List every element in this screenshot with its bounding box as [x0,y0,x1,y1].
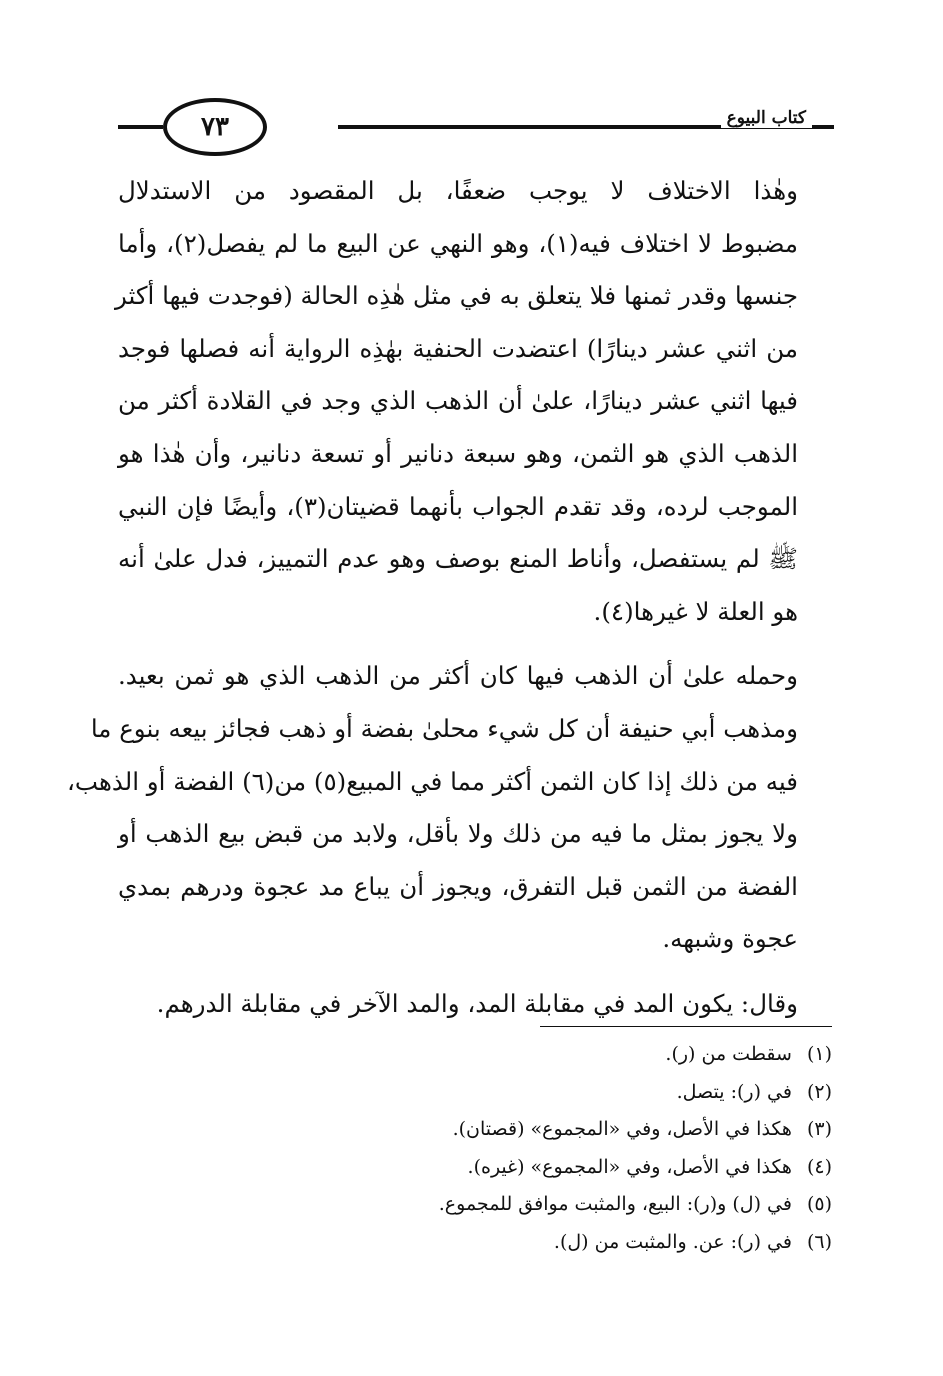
text-line: وقال: يكون المد في مقابلة المد، والمد الآخر في مقابلة الدرهم. [156,988,798,1018]
text-line: وحمله علىٰ أن الذهب فيها كان أكثر من الذهب الذي هو ثمن بعيد. [118,661,798,691]
footnote-number: (٢) [806,1080,832,1103]
footnote [300,1149,832,1187]
paragraph-1 [114,165,834,638]
footnote-text: هكذا في الأصل، وفي «المجموع» (قصتان). [452,1118,792,1140]
text-line: فيه من ذلك إذا كان الثمن أكثر مما في المبيع(٥) من(٦) الفضة أو الذهب، [67,766,798,796]
footnote-text: في (ر): عن. والمثبت من (ل). [553,1230,792,1253]
text-line: وهٰذا الاختلاف لا يوجب ضعفًا، بل المقصود من الاستدلال [118,176,798,205]
footnote-divider [540,1026,832,1027]
text-line: ولا يجوز بمثل ما فيه من ذلك ولا بأقل، ولابد من قبض بيع الذهب أو [118,819,798,849]
page-number-badge [163,98,267,156]
footnote-text: في (ر): يتصل. [676,1080,792,1103]
paragraph-2 [67,650,834,966]
footnote-text: سقطت من (ر). [665,1043,792,1065]
footnote [300,1074,832,1112]
text-line: الفضة من الثمن قبل التفرق، ويجوز أن يباع مد عجوة ودرهم بمدي [118,871,798,901]
text-line: الموجب لرده، وقد تقدم الجواب بأنهما قضيتان(٣)، وأيضًا فإن النبي [118,491,798,521]
book-title: كتاب البيوع [721,108,812,128]
header-rule-left [118,125,163,129]
footnote-number: (٤) [806,1155,832,1178]
paragraph-3 [118,978,834,1031]
text-line: جنسها وقدر ثمنها فلا يتعلق به في مثل هٰذِه الحالة (فوجدت فيها أكثر [114,281,798,311]
footnote [300,1036,832,1074]
footnote-number: (٣) [806,1118,832,1140]
footnote-number: (٦) [806,1230,832,1253]
footnote-number: (١) [806,1043,832,1065]
text-line: من اثني عشر دينارًا) اعتضدت الحنفية بهٰذِه الرواية أنه فصلها فوجد [118,333,798,363]
footnote [300,1111,832,1149]
main-text [67,165,834,1031]
page-number: ٧٣ [201,112,229,142]
footnote-number: (٥) [806,1193,832,1215]
text-line: ومذهب أبي حنيفة أن كل شيء محلىٰ بفضة أو ذهب فجائز بيعه بنوع ما [90,713,798,743]
footnote-text: في (ل) و(ر): البيع، والمثبت موافق للمجموع. [438,1193,792,1215]
footnote-text: هكذا في الأصل، وفي «المجموع» (غيره). [467,1155,792,1178]
text-line: فيها اثني عشر دينارًا، علىٰ أن الذهب الذي وجد في القلادة أكثر من [118,386,798,416]
text-line: عجوة وشبهه. [662,924,798,954]
text-line: الذهب الذي هو الثمن، وهو سبعة دنانير أو تسعة دنانير، وأن هٰذا هو [118,438,798,468]
footnotes [300,1036,832,1261]
text-line: هو العلة لا غيرها(٤). [593,596,798,626]
footnote [300,1186,832,1224]
text-line: مضبوط لا اختلاف فيه(١)، وهو النهي عن البيع ما لم يفصل(٢)، وأما [118,228,798,258]
text-line: ﷺ لم يستفصل، وأناط المنع بوصف وهو عدم التمييز، فدل علىٰ أنه [118,544,798,574]
footnote [300,1224,832,1262]
page-header [118,92,834,162]
